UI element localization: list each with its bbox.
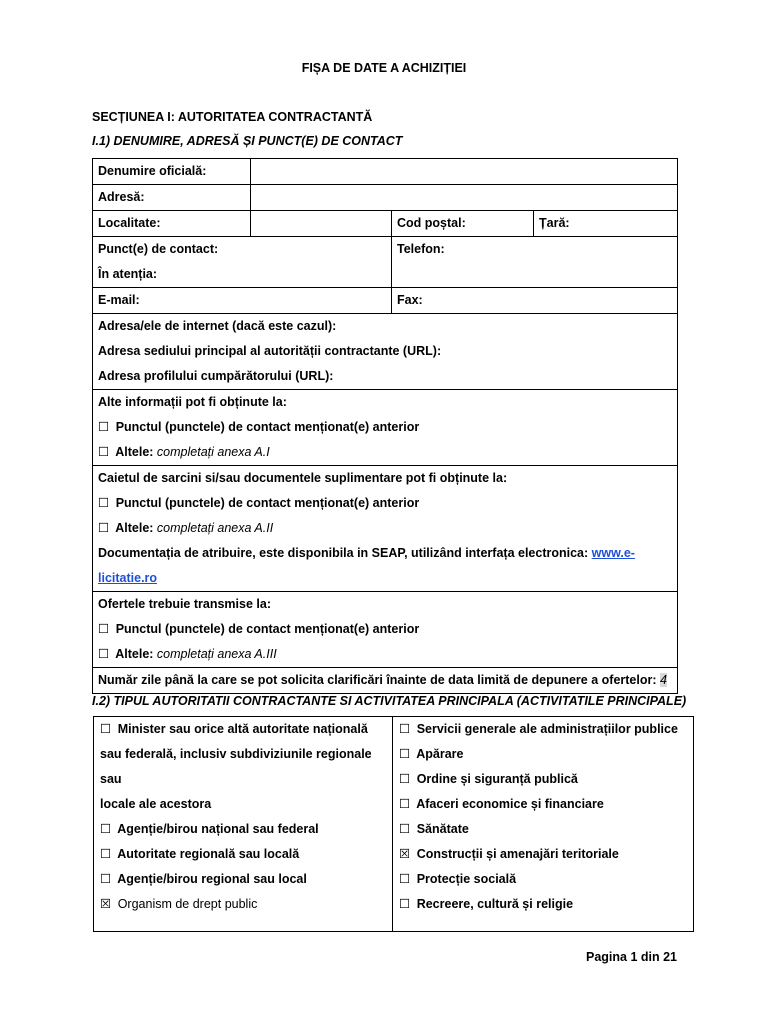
activity-option-health[interactable] <box>399 817 687 842</box>
checkbox-icon: ☐ <box>98 622 110 636</box>
offers-cell <box>93 592 678 668</box>
activity-option-social[interactable] <box>399 867 687 892</box>
activity-option-defence[interactable] <box>399 742 687 767</box>
activity-option-recreation[interactable] <box>399 892 687 917</box>
activity-option-construction[interactable] <box>399 842 687 867</box>
type-option-regional-agency[interactable] <box>100 867 386 892</box>
buyer-profile-url-label: Adresa profilului cumpărătorului (URL): <box>98 369 334 383</box>
option-label: Organism de drept public <box>117 897 258 911</box>
option-label: Minister sau orice altă autoritate națională <box>117 722 368 736</box>
option-label: Punctul (punctele) de contact menționat(e) anterior <box>115 420 420 434</box>
option-label-cont: sau federală, inclusiv subdiviziunile regionale sau <box>100 747 372 786</box>
option-label: Servicii generale ale administrațiilor publice <box>416 722 678 736</box>
checkbox-icon: ☐ <box>399 747 411 761</box>
address-field[interactable] <box>251 185 678 211</box>
type-option-public-law-body[interactable] <box>100 892 386 917</box>
option-label: Altele: <box>115 521 154 535</box>
section-title: SECȚIUNEA I: AUTORITATEA CONTRACTANTĂ <box>92 110 373 124</box>
checkbox-icon: ☐ <box>100 722 112 736</box>
internet-addresses-cell <box>93 314 678 390</box>
documentation-text <box>98 541 672 566</box>
document-title: FIȘA DE DATE A ACHIZIȚIEI <box>301 61 467 75</box>
main-activity-column <box>393 717 694 932</box>
other-info-option-other[interactable] <box>98 440 672 465</box>
checkbox-icon: ☐ <box>98 420 110 434</box>
authority-type-table <box>93 716 694 932</box>
other-info-cell <box>93 390 678 466</box>
specifications-option-other[interactable] <box>98 516 672 541</box>
type-option-regional-authority[interactable] <box>100 842 386 867</box>
official-name-label: Denumire oficială: <box>93 159 251 185</box>
authority-type-column <box>94 717 393 932</box>
checked-checkbox-icon: ☒ <box>399 847 411 861</box>
option-label: Altele: <box>115 647 154 661</box>
main-office-url-label: Adresa sediului principal al autorității contractante (URL): <box>98 344 442 358</box>
email-label: E-mail: <box>93 288 392 314</box>
attention-label: În atenția: <box>98 267 158 281</box>
checkbox-icon: ☐ <box>98 521 110 535</box>
subsection-title-type: I.2) TIPUL AUTORITATII CONTRACTANTE SI ACTIVITATEA PRINCIPALA (ACTIVITATILE PRINCIPALE) <box>92 694 687 708</box>
offers-option-contact[interactable] <box>98 617 672 642</box>
clarification-days-label: Număr zile până la care se pot solicita clarificări înainte de data limită de depunere a ofertelor: <box>98 673 657 687</box>
checkbox-icon: ☐ <box>399 872 411 886</box>
checked-checkbox-icon: ☒ <box>100 897 112 911</box>
option-label: Altele: <box>115 445 154 459</box>
subsection-title-contact: I.1) DENUMIRE, ADRESĂ ȘI PUNCT(E) DE CONTACT <box>92 134 403 148</box>
option-label: Punctul (punctele) de contact menționat(e) anterior <box>115 622 420 636</box>
country-label: Țară: <box>534 211 678 237</box>
locality-label: Localitate: <box>93 211 251 237</box>
option-label: Construcții și amenajări teritoriale <box>416 847 619 861</box>
contact-points-cell <box>93 237 392 288</box>
option-label: Punctul (punctele) de contact menționat(e) anterior <box>115 496 420 510</box>
checkbox-icon: ☐ <box>399 797 411 811</box>
option-label: Agenție/birou regional sau local <box>117 872 307 886</box>
other-info-label: Alte informații pot fi obținute la: <box>98 395 287 409</box>
postal-code-label: Cod poștal: <box>392 211 534 237</box>
official-name-field[interactable] <box>251 159 678 185</box>
specifications-label: Caietul de sarcini si/sau documentele suplimentare pot fi obținute la: <box>98 471 508 485</box>
checkbox-icon: ☐ <box>399 822 411 836</box>
contact-points-label: Punct(e) de contact: <box>98 242 219 256</box>
option-label: Afaceri economice și financiare <box>416 797 604 811</box>
activity-option-general-services[interactable] <box>399 717 687 742</box>
contact-table <box>92 158 678 694</box>
option-label: Agenție/birou național sau federal <box>117 822 319 836</box>
offers-label: Ofertele trebuie transmise la: <box>98 597 271 611</box>
option-label: Apărare <box>416 747 464 761</box>
activity-option-public-order[interactable] <box>399 767 687 792</box>
other-info-option-contact[interactable] <box>98 415 672 440</box>
checkbox-icon: ☐ <box>98 647 110 661</box>
option-label: Ordine și siguranță publică <box>416 772 578 786</box>
option-label: Protecție socială <box>416 872 517 886</box>
checkbox-icon: ☐ <box>98 496 110 510</box>
locality-field[interactable] <box>251 211 392 237</box>
phone-label: Telefon: <box>392 237 678 288</box>
documentation-label: Documentația de atribuire, este disponibila in SEAP, utilizând interfața electronica: <box>98 546 589 560</box>
seap-link-part1[interactable]: www.e- <box>591 546 635 560</box>
checkbox-icon: ☐ <box>98 445 110 459</box>
seap-link-part2[interactable]: licitatie.ro <box>98 571 158 585</box>
checkbox-icon: ☐ <box>100 872 112 886</box>
option-label: Recreere, cultură și religie <box>416 897 574 911</box>
page-number: Pagina 1 din 21 <box>585 950 677 964</box>
specifications-option-contact[interactable] <box>98 491 672 516</box>
checkbox-icon: ☐ <box>100 822 112 836</box>
offers-option-other[interactable] <box>98 642 672 667</box>
specifications-cell <box>93 466 678 592</box>
activity-option-economic[interactable] <box>399 792 687 817</box>
annex-note: completați anexa A.I <box>156 445 270 459</box>
internet-addresses-label: Adresa/ele de internet (dacă este cazul): <box>98 319 337 333</box>
option-label: Sănătate <box>416 822 469 836</box>
clarification-days-value[interactable]: 4 <box>660 673 667 687</box>
address-label: Adresă: <box>93 185 251 211</box>
checkbox-icon: ☐ <box>399 897 411 911</box>
fax-label: Fax: <box>392 288 678 314</box>
annex-note: completați anexa A.III <box>156 647 277 661</box>
option-label-cont: locale ale acestora <box>100 797 212 811</box>
annex-note: completați anexa A.II <box>156 521 274 535</box>
checkbox-icon: ☐ <box>399 772 411 786</box>
checkbox-icon: ☐ <box>100 847 112 861</box>
type-option-minister[interactable] <box>100 717 386 742</box>
type-option-national-agency[interactable] <box>100 817 386 842</box>
checkbox-icon: ☐ <box>399 722 411 736</box>
clarification-days-cell <box>93 668 678 694</box>
option-label: Autoritate regională sau locală <box>117 847 300 861</box>
